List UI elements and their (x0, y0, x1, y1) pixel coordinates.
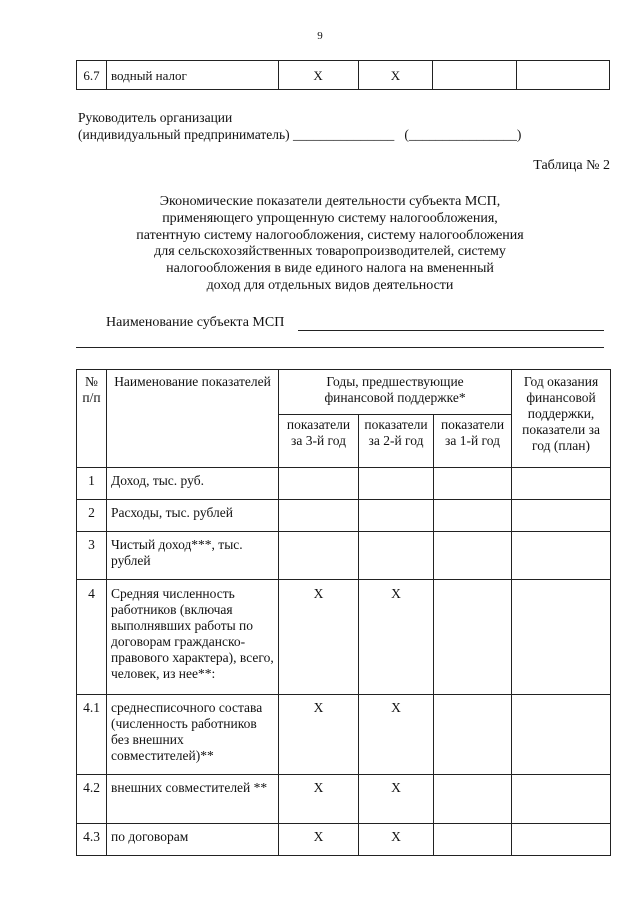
table-row (77, 500, 611, 532)
table-row (77, 532, 611, 580)
title-line: налогообложения в виде единого налога на вмененный (166, 261, 494, 277)
cell-value (434, 695, 512, 775)
row-name: Чистый доход***, тыс. рублей (107, 532, 279, 580)
table-header-row (77, 370, 611, 415)
cell-value (512, 824, 611, 856)
header-name: Наименование показателей (107, 370, 279, 468)
row-number: 3 (77, 532, 107, 580)
tax-table-continuation (76, 60, 610, 90)
cell-value: X (359, 695, 434, 775)
subject-name-blank-line (298, 329, 604, 331)
cell-value: X (358, 61, 433, 90)
header-year-support: Год оказания финансовой поддержки, показатели за год (план) (512, 370, 611, 468)
cell-value (279, 500, 359, 532)
row-name: Доход, тыс. руб. (107, 468, 279, 500)
title-line: применяющего упрощенную систему налогообложения, (162, 210, 498, 226)
cell-value: X (278, 61, 358, 90)
cell-value (512, 468, 611, 500)
cell-value (512, 775, 611, 824)
signature-line-2: (индивидуальный предприниматель) _______________ (________________) (78, 127, 522, 142)
cell-value (512, 580, 611, 695)
cell-value (434, 824, 512, 856)
subject-label: Наименование субъекта МСП (106, 315, 285, 330)
title-line: Экономические показатели деятельности субъекта МСП, (159, 194, 501, 209)
cell-value: X (359, 824, 434, 856)
cell-value (434, 468, 512, 500)
row-number: 4.1 (77, 695, 107, 775)
row-name: среднесписочного состава (численность работников без внешних совместителей)** (107, 695, 279, 775)
cell-value (512, 500, 611, 532)
row-number: 1 (77, 468, 107, 500)
header-num: № п/п (77, 370, 107, 468)
cell-value (517, 61, 610, 90)
cell-value (279, 468, 359, 500)
row-name: Расходы, тыс. рублей (107, 500, 279, 532)
header-year-3: показатели за 3-й год (279, 415, 359, 468)
table-row (77, 695, 611, 775)
cell-value: X (359, 580, 434, 695)
cell-value (434, 775, 512, 824)
row-name: Средняя численность работников (включая выполнявших работы по договорам гражданско-правового характера), всего, человек, из нее**: (107, 580, 279, 695)
row-number: 6.7 (77, 61, 107, 90)
subject-name-blank-line-2 (76, 346, 604, 348)
row-name: водный налог (106, 61, 278, 90)
table-row (77, 775, 611, 824)
table-row (77, 824, 611, 856)
row-number: 2 (77, 500, 107, 532)
cell-value: X (359, 775, 434, 824)
cell-value (512, 695, 611, 775)
economic-indicators-table (76, 369, 611, 856)
signature-line-1: Руководитель организации (78, 110, 233, 125)
document-title (60, 194, 600, 295)
cell-value (434, 532, 512, 580)
cell-value (359, 532, 434, 580)
cell-value (279, 532, 359, 580)
row-number: 4 (77, 580, 107, 695)
cell-value (359, 500, 434, 532)
table-row (77, 580, 611, 695)
row-number: 4.2 (77, 775, 107, 824)
cell-value (359, 468, 434, 500)
table-row (77, 61, 610, 90)
row-number: 4.3 (77, 824, 107, 856)
cell-value: X (279, 775, 359, 824)
cell-value (434, 500, 512, 532)
title-line: патентную систему налогообложения, систему налогообложения (136, 227, 524, 243)
header-years-prior: Годы, предшествующие финансовой поддержке* (279, 370, 512, 415)
row-name: по договорам (107, 824, 279, 856)
row-name: внешних совместителей ** (107, 775, 279, 824)
table-label: Таблица № 2 (533, 158, 610, 173)
table-row (77, 468, 611, 500)
cell-value: X (279, 580, 359, 695)
header-year-1: показатели за 1-й год (434, 415, 512, 468)
cell-value: X (279, 824, 359, 856)
cell-value: X (279, 695, 359, 775)
title-line: для сельскохозяйственных товаропроизводителей, систему (154, 244, 506, 260)
cell-value (512, 532, 611, 580)
title-line: доход для отдельных видов деятельности (206, 277, 454, 293)
header-year-2: показатели за 2-й год (359, 415, 434, 468)
page-number: 9 (317, 30, 323, 42)
cell-value (433, 61, 517, 90)
cell-value (434, 580, 512, 695)
